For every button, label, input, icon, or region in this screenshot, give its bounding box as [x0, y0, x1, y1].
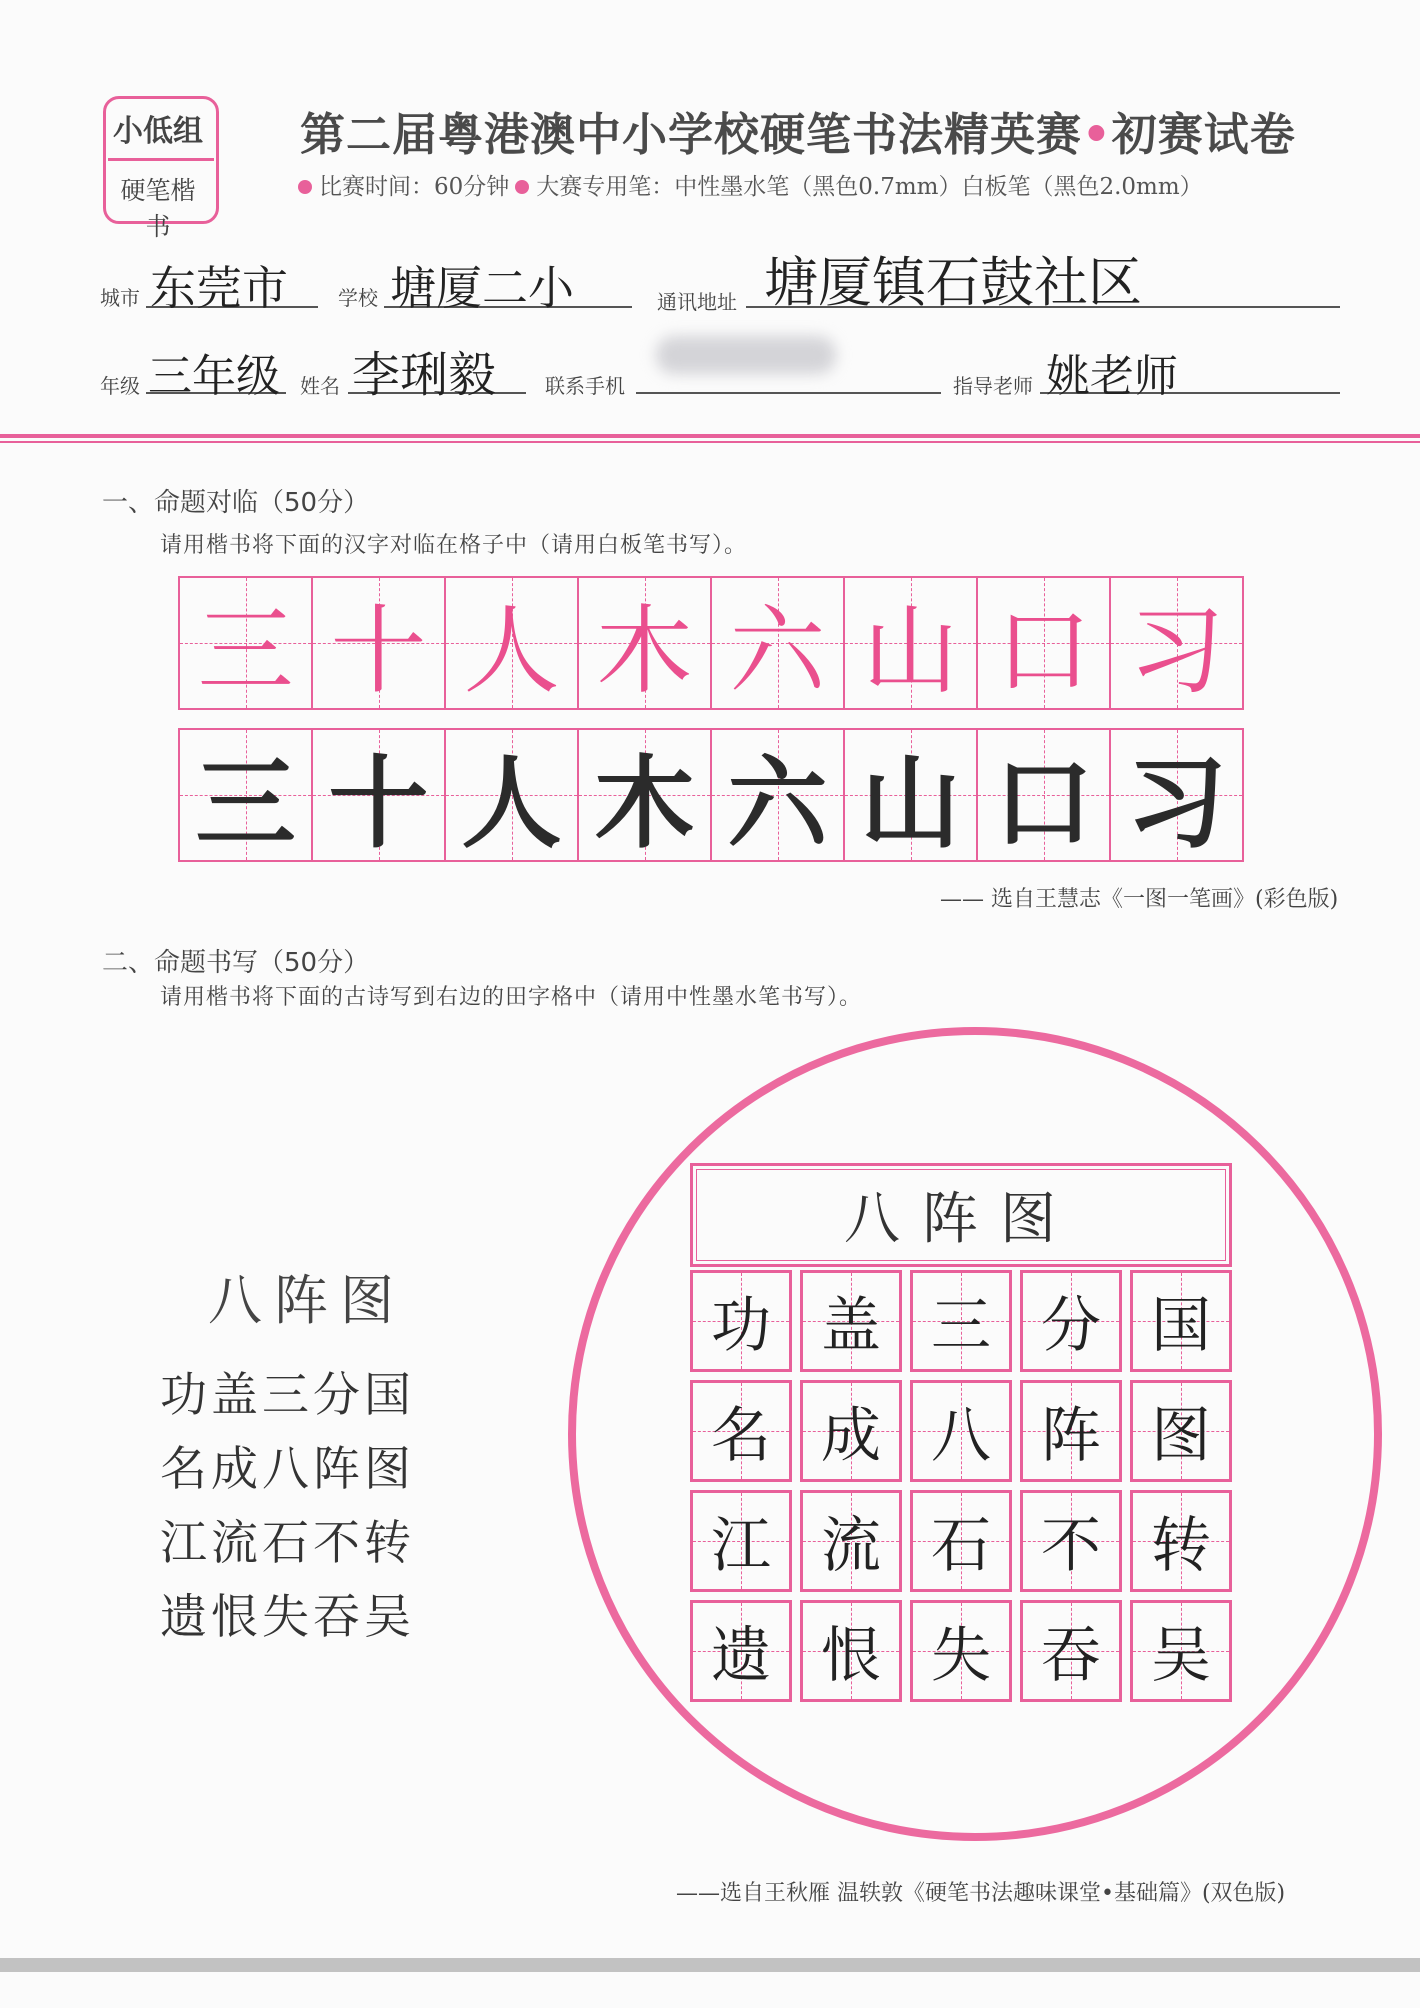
grid-cell — [800, 1600, 902, 1702]
grid-char: 山 — [860, 744, 961, 862]
grid-cell — [444, 576, 579, 710]
poem-title: 八阵图 — [208, 1269, 406, 1332]
grid-char: 转 — [1151, 1511, 1211, 1581]
teacher-value[interactable]: 姚老师 — [1046, 351, 1178, 402]
poem-line: 功盖三分国 — [160, 1368, 415, 1423]
grid-cell — [710, 728, 845, 862]
tianzige-grid[interactable] — [690, 1270, 1232, 1710]
grid-cell — [577, 728, 712, 862]
grid-char: 木 — [594, 744, 695, 862]
page-title: 第二届粤港澳中小学校硬笔书法精英赛•初赛试卷 — [300, 108, 1296, 161]
grid-cell — [910, 1600, 1012, 1702]
poem-line: 名成八阵图 — [160, 1442, 415, 1497]
grid-cell — [690, 1490, 792, 1592]
section1-heading: 一、命题对临（50分） — [102, 488, 370, 518]
poem-line: 遗恨失吞吴 — [160, 1590, 415, 1645]
grid-char: 十 — [330, 594, 427, 707]
title-suffix: 初赛试卷 — [1111, 108, 1296, 161]
section2-instruction: 请用楷书将下面的古诗写到右边的田字格中（请用中性墨水笔书写）。 — [160, 985, 863, 1010]
grid-char: 流 — [821, 1511, 881, 1581]
grid-char: 分 — [1041, 1291, 1101, 1361]
grid-cell — [800, 1270, 902, 1372]
grid-char: 失 — [931, 1621, 991, 1691]
time-info: 比赛时间：60分钟 — [319, 174, 510, 200]
section2-credit: ——选自王秋雁 温轶敦《硬笔书法趣味课堂•基础篇》(双色版) — [676, 1881, 1286, 1906]
grid-char: 习 — [1128, 594, 1225, 707]
grid-cell — [843, 728, 978, 862]
section1-credit: —— 选自王慧志《一图一笔画》(彩色版) — [940, 887, 1339, 912]
grid-char: 吞 — [1041, 1621, 1101, 1691]
grid-cell — [1130, 1270, 1232, 1372]
grid-cell — [1020, 1380, 1122, 1482]
grid-char: 功 — [711, 1291, 771, 1361]
school-label: 学校 — [338, 286, 378, 310]
grid-char: 阵 — [1041, 1401, 1101, 1471]
grid-char: 八 — [931, 1401, 991, 1471]
grid-cell — [910, 1270, 1012, 1372]
section2-heading: 二、命题书写（50分） — [102, 948, 370, 978]
grid-cell — [910, 1490, 1012, 1592]
grid-char: 六 — [729, 594, 826, 707]
grid-char: 十 — [328, 744, 429, 862]
grid-cell — [1020, 1490, 1122, 1592]
grid-cell — [843, 576, 978, 710]
name-value[interactable]: 李琍毅 — [352, 347, 497, 403]
bullet-icon — [298, 180, 312, 194]
category-badge-label: 硬笔楷书 — [120, 176, 196, 241]
teacher-label: 指导老师 — [953, 374, 1033, 398]
grid-cell — [976, 728, 1111, 862]
grid-char: 图 — [1151, 1401, 1211, 1471]
grid-cell — [1130, 1600, 1232, 1702]
grid-cell — [311, 728, 446, 862]
bullet-icon — [515, 180, 529, 194]
grid-cell — [1020, 1600, 1122, 1702]
pen-info: 大赛专用笔：中性墨水笔（黑色0.7mm）白板笔（黑色2.0mm） — [536, 174, 1203, 200]
grid-cell — [577, 576, 712, 710]
name-label: 姓名 — [300, 374, 340, 398]
scan-edge — [0, 1958, 1420, 1972]
grid-char: 山 — [862, 594, 959, 707]
group-badge-label: 小低组 — [113, 114, 203, 149]
grid-row — [690, 1600, 1232, 1702]
grid-char: 名 — [711, 1401, 771, 1471]
grid-char: 六 — [727, 744, 828, 862]
city-label: 城市 — [100, 286, 140, 310]
grid-char: 口 — [993, 744, 1094, 862]
grid-cell — [178, 728, 313, 862]
grid-char: 习 — [1126, 744, 1227, 862]
grid-char: 恨 — [821, 1621, 881, 1691]
grid-char: 三 — [931, 1291, 991, 1361]
grid-cell — [1020, 1270, 1122, 1372]
grid-char: 石 — [931, 1511, 991, 1581]
grid-char: 人 — [461, 744, 562, 862]
grid-char: 口 — [995, 594, 1092, 707]
grid-row — [690, 1270, 1232, 1372]
grid-char: 人 — [463, 594, 560, 707]
header-rule — [0, 434, 1420, 438]
phone-redacted — [656, 336, 836, 374]
grid-char: 木 — [596, 594, 693, 707]
grade-value[interactable]: 三年级 — [148, 351, 280, 402]
grid-cell — [800, 1380, 902, 1482]
city-value[interactable]: 东莞市 — [150, 261, 288, 315]
copy-char-grid[interactable] — [178, 728, 1242, 862]
grid-char: 三 — [197, 594, 294, 707]
grid-cell — [178, 576, 313, 710]
grid-char: 盖 — [821, 1291, 881, 1361]
exam-info — [298, 168, 1203, 201]
grid-cell — [311, 576, 446, 710]
grid-char: 江 — [711, 1511, 771, 1581]
grid-char: 遗 — [711, 1621, 771, 1691]
school-value[interactable]: 塘厦二小 — [390, 261, 574, 315]
grid-char: 国 — [1151, 1291, 1211, 1361]
grid-char: 吴 — [1151, 1621, 1211, 1691]
address-value[interactable]: 塘厦镇石鼓社区 — [764, 251, 1142, 314]
grid-cell — [690, 1270, 792, 1372]
grid-cell — [710, 576, 845, 710]
title-box-inner-border — [696, 1169, 1226, 1261]
grid-cell — [690, 1380, 792, 1482]
grid-cell — [1130, 1380, 1232, 1482]
badge-divider — [108, 158, 214, 161]
grid-cell — [444, 728, 579, 862]
grid-cell — [800, 1490, 902, 1592]
grid-char: 三 — [195, 744, 296, 862]
section1-instruction: 请用楷书将下面的汉字对临在格子中（请用白板笔书写）。 — [160, 533, 748, 558]
model-char-grid — [178, 576, 1242, 710]
grid-char: 成 — [821, 1401, 881, 1471]
grid-cell — [1109, 728, 1244, 862]
grid-row — [690, 1380, 1232, 1482]
grid-cell — [1130, 1490, 1232, 1592]
grid-char: 不 — [1041, 1511, 1101, 1581]
written-title: 八阵图 — [844, 1187, 1078, 1252]
grid-cell — [1109, 576, 1244, 710]
grade-label: 年级 — [100, 374, 140, 398]
grid-cell — [976, 576, 1111, 710]
grid-cell — [910, 1380, 1012, 1482]
title-dot: • — [1082, 108, 1112, 161]
header-rule-thin — [0, 441, 1420, 443]
grid-cell — [690, 1600, 792, 1702]
address-label: 通讯地址 — [657, 290, 737, 314]
phone-field-line — [636, 392, 941, 394]
phone-label: 联系手机 — [545, 374, 625, 398]
grid-row — [690, 1490, 1232, 1592]
poem-line: 江流石不转 — [160, 1516, 415, 1571]
